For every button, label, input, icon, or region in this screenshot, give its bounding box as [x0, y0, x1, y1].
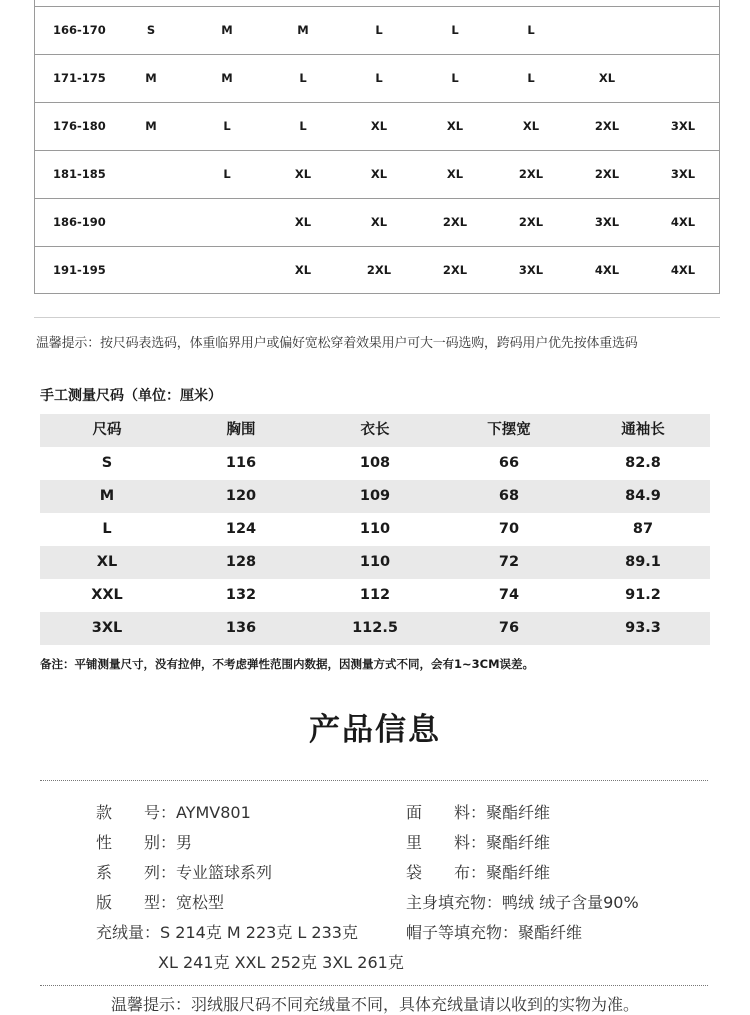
- table-cell: 82.8: [625, 455, 661, 471]
- size-cell: 2XL: [594, 167, 620, 181]
- size-cell: M: [297, 23, 309, 37]
- size-cell: [121, 199, 181, 246]
- info-item-left: [96, 830, 192, 853]
- size-cell: L: [375, 23, 383, 37]
- info-item-right: [406, 830, 550, 853]
- table-cell: 84.9: [625, 488, 661, 504]
- table-cell: 89.1: [625, 554, 661, 570]
- info-label: 系 列：: [96, 863, 177, 882]
- size-cell: L: [451, 23, 459, 37]
- size-cell: L: [299, 71, 307, 85]
- table-cell: 66: [498, 455, 520, 471]
- table-cell: 108: [359, 455, 391, 471]
- size-cell: M: [221, 71, 233, 85]
- divider: [34, 317, 720, 318]
- size-cell: XL: [294, 167, 312, 181]
- table-cell: 136: [225, 620, 257, 636]
- info-label: 袋 布：: [406, 863, 487, 882]
- size-table-row: [35, 150, 719, 198]
- info-label: 性 别：: [96, 833, 177, 852]
- table-cell: L: [102, 521, 112, 537]
- size-cell: L: [223, 119, 231, 133]
- table-cell: 112.5: [352, 620, 398, 636]
- info-item-left: [96, 920, 358, 943]
- size-cell: M: [221, 23, 233, 37]
- size-cell: L: [527, 71, 535, 85]
- info-item-right: [406, 920, 582, 943]
- size-tip: 温馨提示：按尺码表选码，体重临界用户或偏好宽松穿着效果用户可大一码选购，跨码用户优先按体重选码: [36, 336, 638, 351]
- table-row: [40, 480, 710, 513]
- table-row: [40, 513, 710, 546]
- info-item-right: [406, 800, 550, 823]
- size-cell: 3XL: [670, 167, 696, 181]
- info-label: 版 型：: [96, 893, 177, 912]
- size-table-row: [35, 54, 719, 102]
- size-cell: 2XL: [442, 263, 468, 277]
- table-cell: 132: [225, 587, 257, 603]
- info-label: 里 料：: [406, 833, 487, 852]
- table-cell: 120: [225, 488, 257, 504]
- measurement-note: 备注：平铺测量尺寸，没有拉伸，不考虑弹性范围内数据，因测量方式不同，会有1~3CM误差。: [40, 657, 535, 671]
- height-range-cell: 186-190: [53, 215, 106, 229]
- size-cell: L: [375, 71, 383, 85]
- size-cell: 3XL: [518, 263, 544, 277]
- table-cell: 91.2: [625, 587, 661, 603]
- size-cell: [653, 55, 713, 102]
- info-item-right: [406, 860, 550, 883]
- table-cell: XXL: [91, 587, 123, 603]
- size-table-row: [35, 102, 719, 150]
- table-cell: 70: [498, 521, 520, 537]
- size-cell: XL: [370, 215, 388, 229]
- table-cell: 76: [498, 620, 520, 636]
- table-cell: 74: [498, 587, 520, 603]
- info-label: 面 料：: [406, 803, 487, 822]
- info-value: 鸭绒 绒子含量90%: [502, 893, 639, 912]
- size-cell: L: [223, 167, 231, 181]
- size-cell: [577, 7, 637, 54]
- size-cell: XL: [370, 119, 388, 133]
- header-cell: 胸围: [226, 422, 256, 438]
- height-range-cell: 191-195: [53, 263, 106, 277]
- table-cell: M: [99, 488, 115, 504]
- size-cell: 2XL: [518, 215, 544, 229]
- size-cell: XL: [294, 263, 312, 277]
- size-cell: [121, 247, 181, 294]
- size-cell: XL: [446, 119, 464, 133]
- header-cell: 通袖长: [621, 422, 665, 438]
- height-range-cell: 166-170: [53, 23, 106, 37]
- info-label: 帽子等填充物：: [406, 923, 519, 942]
- table-cell: 128: [225, 554, 257, 570]
- size-cell: XL: [598, 71, 616, 85]
- size-cell: [197, 247, 257, 294]
- size-cell: M: [145, 119, 157, 133]
- size-cell: 4XL: [670, 215, 696, 229]
- measurement-title: 手工测量尺码（单位：厘米）: [40, 388, 222, 404]
- table-cell: XL: [96, 554, 118, 570]
- info-value: 专业篮球系列: [176, 863, 273, 882]
- info-item-left: [96, 860, 272, 883]
- size-cell: 2XL: [518, 167, 544, 181]
- table-row: [40, 579, 710, 612]
- info-value: 男: [176, 833, 193, 852]
- table-cell: 72: [498, 554, 520, 570]
- fill-weight-tip: 温馨提示：羽绒服尺码不同充绒量不同，具体充绒量请以收到的实物为准。: [110, 995, 639, 1014]
- info-value: 聚酯纤维: [486, 863, 551, 882]
- info-value: 聚酯纤维: [486, 833, 551, 852]
- table-cell: 68: [498, 488, 520, 504]
- info-value: 聚酯纤维: [486, 803, 551, 822]
- table-cell: 110: [359, 521, 391, 537]
- size-cell: 2XL: [366, 263, 392, 277]
- size-cell: 3XL: [670, 119, 696, 133]
- height-range-cell: 171-175: [53, 71, 106, 85]
- table-cell: 87: [632, 521, 654, 537]
- info-label: 主身填充物：: [406, 893, 503, 912]
- info-value: 聚酯纤维: [518, 923, 583, 942]
- size-recommendation-table: [34, 0, 720, 294]
- size-cell: [121, 151, 181, 198]
- measurement-header-row: [40, 414, 710, 447]
- size-cell: M: [145, 71, 157, 85]
- size-cell: [197, 199, 257, 246]
- size-cell: L: [299, 119, 307, 133]
- table-cell: S: [101, 455, 113, 471]
- height-range-cell: 176-180: [53, 119, 106, 133]
- info-value: 宽松型: [176, 893, 225, 912]
- fill-weight-continued: XL 241克 XXL 252克 3XL 261克: [158, 953, 404, 972]
- size-cell: XL: [446, 167, 464, 181]
- header-cell: 衣长: [360, 422, 390, 438]
- header-cell: 下摆宽: [487, 422, 531, 438]
- table-cell: 93.3: [625, 620, 661, 636]
- info-item-right: [406, 890, 639, 913]
- info-item-left: [96, 800, 251, 823]
- size-cell: S: [146, 23, 156, 37]
- info-value: AYMV801: [176, 803, 251, 822]
- size-table-row: [35, 6, 719, 54]
- table-cell: 116: [225, 455, 257, 471]
- size-table-row: [35, 198, 719, 246]
- info-value: S 214克 M 223克 L 233克: [160, 923, 358, 942]
- table-row: [40, 546, 710, 579]
- dotted-divider-top: [40, 780, 708, 781]
- table-cell: 3XL: [91, 620, 123, 636]
- height-range-cell: 181-185: [53, 167, 106, 181]
- size-cell: XL: [522, 119, 540, 133]
- table-row: [40, 612, 710, 645]
- table-row: [40, 447, 710, 480]
- size-cell: 2XL: [594, 119, 620, 133]
- size-cell: 2XL: [442, 215, 468, 229]
- info-label: 款 号：: [96, 803, 177, 822]
- dotted-divider-bottom: [40, 985, 708, 986]
- size-cell: L: [451, 71, 459, 85]
- table-cell: 109: [359, 488, 391, 504]
- size-cell: 4XL: [670, 263, 696, 277]
- info-label: 充绒量：: [96, 923, 161, 942]
- size-cell: L: [527, 23, 535, 37]
- size-cell: 4XL: [594, 263, 620, 277]
- size-table-row: [35, 246, 719, 294]
- size-cell: 3XL: [594, 215, 620, 229]
- table-cell: 110: [359, 554, 391, 570]
- info-item-left: [96, 890, 224, 913]
- size-cell: XL: [294, 215, 312, 229]
- size-cell: [653, 7, 713, 54]
- table-cell: 124: [225, 521, 257, 537]
- table-cell: 112: [359, 587, 391, 603]
- header-cell: 尺码: [92, 422, 122, 438]
- product-info-title: 产品信息: [309, 712, 441, 748]
- size-cell: XL: [370, 167, 388, 181]
